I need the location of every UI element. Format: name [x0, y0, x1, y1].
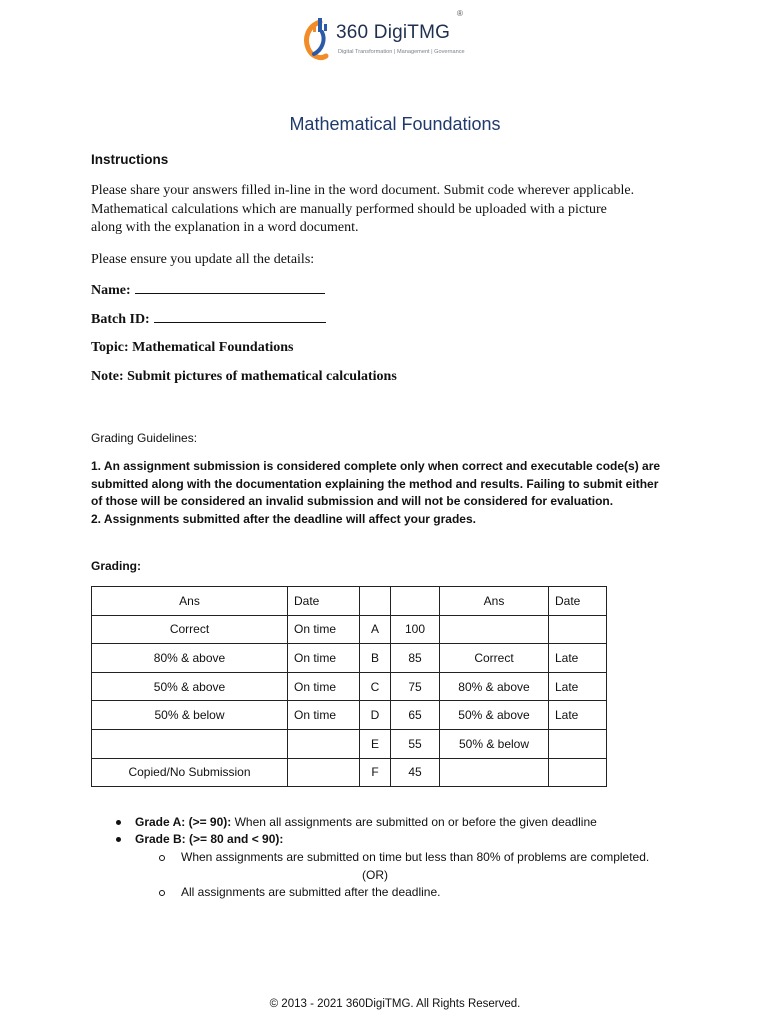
- instructions-heading: Instructions: [91, 152, 169, 167]
- grading-guidelines-heading: Grading Guidelines:: [91, 431, 198, 445]
- table-cell: [549, 758, 607, 787]
- grade-b-sub2: All assignments are submitted after the deadline.: [181, 885, 441, 899]
- table-row: [92, 672, 607, 701]
- document-title: Mathematical Foundations: [289, 114, 501, 134]
- batch-id-blank-line[interactable]: [154, 310, 326, 323]
- bullet-dot-icon: [116, 820, 121, 825]
- table-cell: 100: [391, 615, 440, 644]
- header-cell: [391, 587, 440, 616]
- instructions-paragraph: [91, 182, 691, 238]
- logo-brand-text: 360 DigiTMG: [336, 22, 451, 43]
- name-blank-line[interactable]: [135, 281, 325, 294]
- table-cell: F: [360, 758, 391, 787]
- batch-id-field: [91, 310, 326, 328]
- table-row: [92, 758, 607, 787]
- table-cell: [440, 615, 549, 644]
- sub-bullet-circle-icon: [159, 890, 165, 896]
- footer-copyright: © 2013 - 2021 360DigiTMG. All Rights Reserved.: [269, 998, 521, 1010]
- table-cell: E: [360, 729, 391, 758]
- guideline-line: of those will be considered an invalid submission and will not be considered for evaluation.: [91, 494, 614, 509]
- note-line: Note: Submit pictures of mathematical calculations: [91, 369, 397, 384]
- table-cell: 55: [391, 729, 440, 758]
- table-cell: On time: [288, 672, 360, 701]
- paragraph-line: Please share your answers filled in-line in the word document. Submit code wherever applicable.: [91, 183, 635, 198]
- table-cell: 50% & below: [440, 729, 549, 758]
- table-cell: [288, 758, 360, 787]
- table-cell: [549, 729, 607, 758]
- topic-line: Topic: Mathematical Foundations: [91, 340, 294, 355]
- table-cell: D: [360, 701, 391, 730]
- logo-mark-icon: [300, 14, 334, 64]
- table-cell: 45: [391, 758, 440, 787]
- table-cell: [440, 758, 549, 787]
- sub-bullet-circle-icon: [159, 855, 165, 861]
- table-cell: [288, 729, 360, 758]
- grade-b-label: Grade B: (>= 80 and < 90):: [135, 832, 284, 846]
- grading-table: [91, 586, 607, 787]
- grade-a-item: [135, 814, 597, 831]
- table-cell: On time: [288, 701, 360, 730]
- table-cell: 80% & above: [92, 644, 288, 673]
- table-cell: 50% & below: [92, 701, 288, 730]
- bullet-dot-icon: [116, 837, 121, 842]
- table-cell: On time: [288, 644, 360, 673]
- guideline-line: 2. Assignments submitted after the deadline will affect your grades.: [91, 511, 476, 526]
- guideline-line: 1. An assignment submission is considered complete only when correct and executable code(s) are: [91, 459, 661, 473]
- ensure-details-text: Please ensure you update all the details:: [91, 252, 315, 267]
- grading-heading: Grading:: [91, 559, 141, 573]
- table-cell: B: [360, 644, 391, 673]
- batch-id-label: Batch ID:: [91, 312, 150, 327]
- table-row: [92, 729, 607, 758]
- header-cell: Date: [288, 587, 360, 616]
- table-cell: Correct: [92, 615, 288, 644]
- table-cell: Late: [549, 644, 607, 673]
- paragraph-line: along with the explanation in a word document.: [91, 220, 359, 235]
- guideline-line: submitted along with the documentation explaining the method and results. Failing to submit either: [91, 476, 659, 491]
- header-cell: [360, 587, 391, 616]
- table-row: [92, 701, 607, 730]
- table-cell: [92, 729, 288, 758]
- table-cell: Late: [549, 672, 607, 701]
- header-cell: Ans: [92, 587, 288, 616]
- name-label: Name:: [91, 283, 131, 298]
- name-field: [91, 281, 325, 299]
- grade-a-label: Grade A: (>= 90):: [135, 815, 232, 829]
- registered-mark: ®: [457, 9, 463, 18]
- table-cell: Late: [549, 701, 607, 730]
- header-cell: Date: [549, 587, 607, 616]
- header-cell: Ans: [440, 587, 549, 616]
- table-row: [92, 615, 607, 644]
- table-cell: 50% & above: [92, 672, 288, 701]
- grading-guidelines-text: [91, 458, 681, 528]
- table-cell: Correct: [440, 644, 549, 673]
- table-header-row: [92, 587, 607, 616]
- table-cell: 65: [391, 701, 440, 730]
- grade-b-item: [135, 831, 283, 848]
- grade-a-text: When all assignments are submitted on or before the given deadline: [231, 815, 597, 829]
- paragraph-line: Mathematical calculations which are manually performed should be uploaded with a picture: [91, 201, 607, 217]
- table-cell: C: [360, 672, 391, 701]
- company-logo: [300, 8, 470, 64]
- or-text: (OR): [362, 868, 388, 882]
- grade-b-sub1: When assignments are submitted on time but less than 80% of problems are completed.: [181, 850, 650, 864]
- table-cell: 50% & above: [440, 701, 549, 730]
- table-cell: A: [360, 615, 391, 644]
- table-cell: 80% & above: [440, 672, 549, 701]
- table-row: [92, 644, 607, 673]
- table-cell: 85: [391, 644, 440, 673]
- table-cell: 75: [391, 672, 440, 701]
- table-cell: On time: [288, 615, 360, 644]
- logo-tagline: Digital Transformation | Management | Governance: [338, 49, 465, 55]
- table-cell: [549, 615, 607, 644]
- table-cell: Copied/No Submission: [92, 758, 288, 787]
